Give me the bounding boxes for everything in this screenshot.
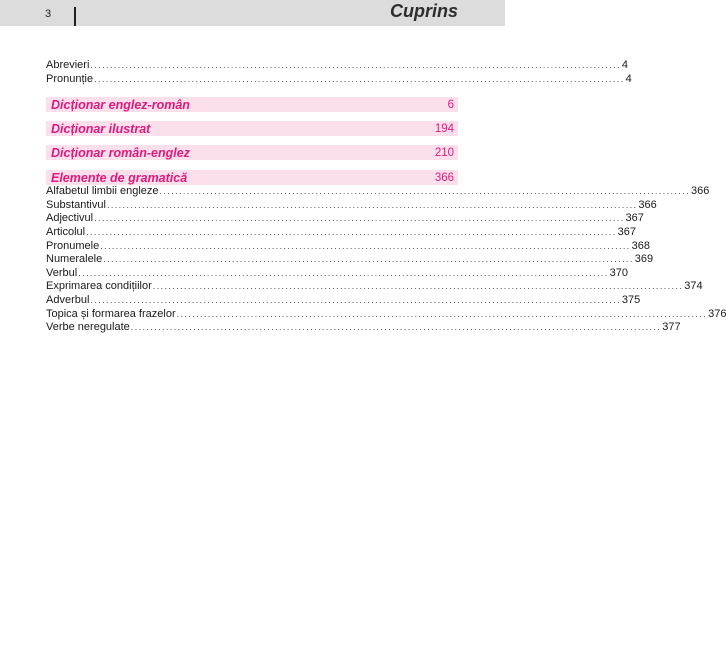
toc-entry-page: 366 [638,198,657,211]
page-number: 3 [45,8,52,20]
toc-entry[interactable] [46,225,636,240]
toc-entry-page: 370 [609,266,629,279]
grammar-entries [46,185,726,335]
toc-entry-abrevieri[interactable] [46,59,628,73]
toc-entry[interactable] [46,185,710,199]
toc-entry-page: 375 [621,293,641,306]
section-page: 6 [447,98,454,111]
dot-leader: ........................................................................................................................................ [90,294,621,305]
toc-entry-label: Articolul [46,225,86,238]
dot-leader: ........................................................................................................................................ [106,199,638,210]
toc-entry[interactable] [46,212,644,226]
toc-entry-label: Pronunție [46,72,94,85]
dot-leader: ........................................................................................................................................ [90,60,621,70]
section-title: Dicționar român-englez [51,145,190,160]
toc-entry-page: 367 [617,225,636,238]
toc-entry-page: 374 [684,280,703,293]
toc-entry-label: Alfabetul limbii engleze [46,185,159,198]
toc-entry-label: Adjectivul [46,212,94,225]
dot-leader: ........................................................................................................................................ [94,213,625,224]
table-of-contents [46,59,726,335]
toc-entry-label: Verbe neregulate [46,321,130,334]
dot-leader: ........................................................................................................................................ [94,73,625,84]
section-dictionar-roman-englez[interactable] [46,145,458,160]
dot-leader: ........................................................................................................................................ [176,308,708,319]
toc-entry-page: 367 [625,212,644,225]
toc-entry-page: 4 [625,72,632,85]
section-page: 194 [434,122,454,135]
section-title: Dicționar ilustrat [51,121,151,136]
dot-leader: ........................................................................................................................................ [159,186,690,197]
page-title: Cuprins [389,1,458,21]
toc-entry-label: Numeralele [46,253,103,266]
section-title: Elemente de gramatică [51,170,188,185]
dot-leader: ........................................................................................................................................ [130,322,662,333]
toc-entry-page: 366 [690,185,710,198]
page-header [0,0,505,26]
section-page: 210 [434,146,454,159]
toc-entry[interactable] [46,293,641,308]
toc-entry-pronuntie[interactable] [46,72,632,87]
toc-entry-label: Exprimarea condițiilor [46,280,152,293]
toc-entry[interactable] [46,266,629,281]
toc-entry-page: 376 [708,307,726,320]
toc-entry[interactable] [46,253,654,267]
dot-leader: ........................................................................................................................................ [78,267,609,278]
toc-entry-label: Substantivul [46,198,106,211]
toc-entry-page: 4 [621,59,628,71]
toc-entry-page: 369 [634,253,654,266]
section-dictionar-englez-roman[interactable] [46,97,458,112]
dot-leader: ........................................................................................................................................ [86,226,617,237]
toc-entry[interactable] [46,307,726,322]
dot-leader: ........................................................................................................................................ [100,240,631,251]
section-dictionar-ilustrat[interactable] [46,121,458,136]
section-elemente-de-gramatica[interactable] [46,170,458,185]
toc-entry[interactable] [46,198,657,213]
toc-entry[interactable] [46,280,703,294]
toc-entry-page: 377 [662,321,681,334]
dot-leader: ........................................................................................................................................ [152,281,684,292]
toc-entry-label: Pronumele [46,239,100,252]
section-page: 366 [434,171,454,184]
toc-entry-label: Verbul [46,266,78,279]
toc-entry-label: Abrevieri [46,59,90,71]
section-title: Dicționar englez-român [51,97,190,112]
toc-entry-label: Adverbul [46,293,90,306]
toc-entry-label: Topica și formarea frazelor [46,307,176,320]
header-divider [74,7,76,26]
toc-entry[interactable] [46,321,681,335]
dot-leader: ........................................................................................................................................ [103,254,634,265]
toc-entry-page: 368 [631,239,651,252]
toc-entry[interactable] [46,239,651,254]
